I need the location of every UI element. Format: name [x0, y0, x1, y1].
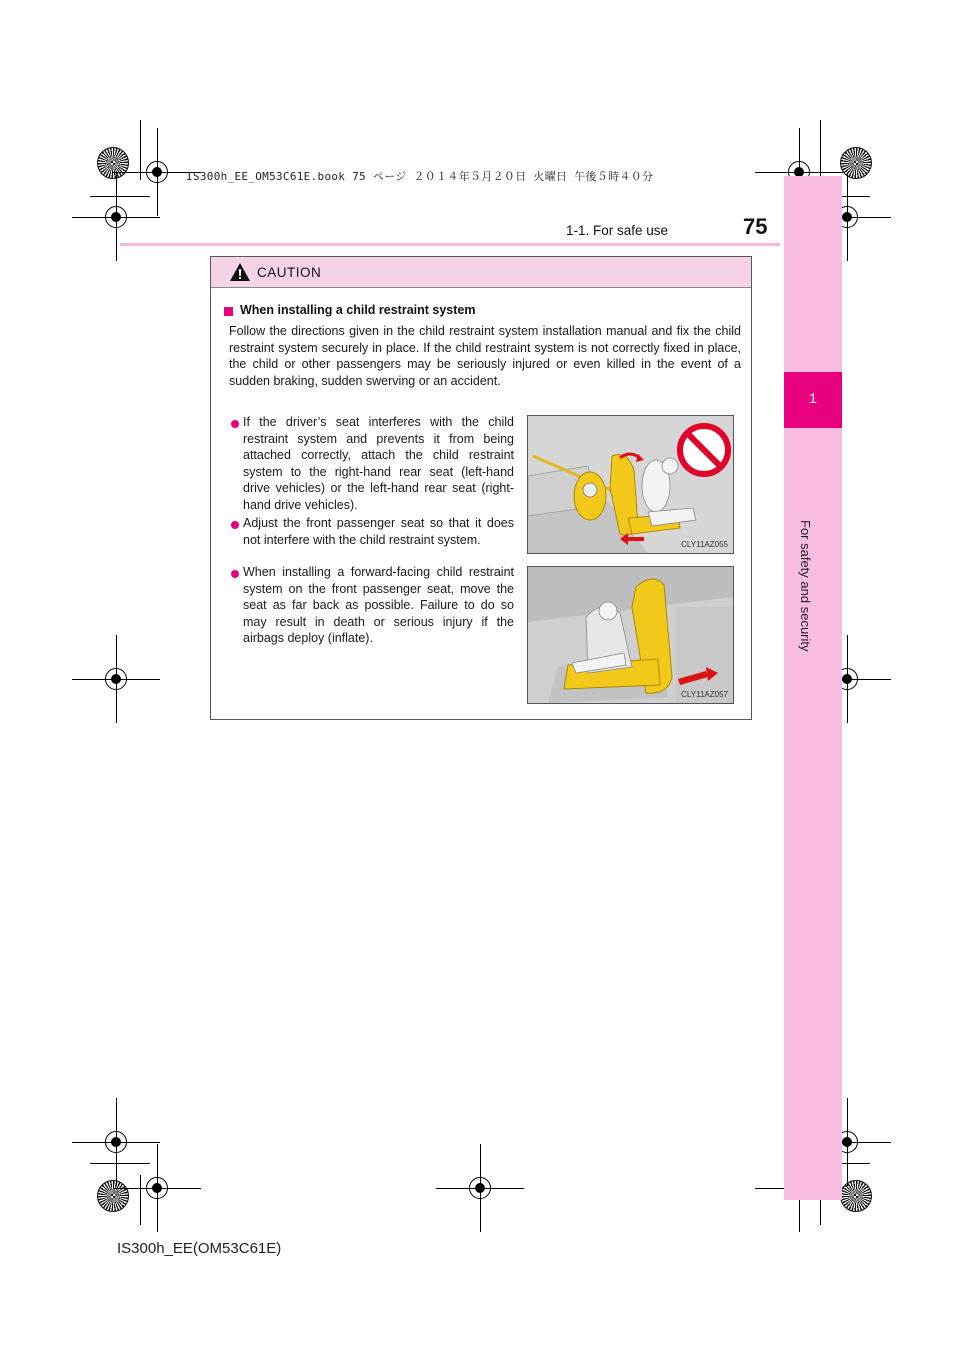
bullet-item: If the driver’s seat interferes with the child restraint system and prevents it from being attached correctly, attach the child restraint system to the right-hand rear seat (left-hand drive vehicles) or the left-hand rear seat (right-hand drive vehicles). [243, 415, 514, 512]
figure-code: CLY11AZ057 [681, 690, 728, 699]
bullet-dot-icon [231, 420, 239, 428]
warning-triangle-icon [229, 262, 251, 282]
caution-heading: CAUTION [257, 265, 322, 280]
crop-line [820, 120, 821, 180]
print-info-line: IS300h_EE_OM53C61E.book 75 ページ ２０１４年５月２０日 火曜日 午後５時４０分 [186, 170, 654, 183]
print-starburst-top-left [97, 147, 129, 179]
registration-mark [116, 679, 117, 680]
figure-seat-interference [527, 415, 734, 554]
bullet-item: Adjust the front passenger seat so that it does not interfere with the child restraint system. [243, 516, 514, 547]
caution-box [210, 256, 752, 720]
crop-line [90, 196, 150, 197]
registration-mark [847, 217, 848, 218]
registration-mark [116, 217, 117, 218]
print-starburst-bottom-right [840, 1180, 872, 1212]
caution-header [211, 257, 751, 288]
registration-mark [847, 679, 848, 680]
chapter-label: For safety and security [798, 520, 813, 652]
bullet-item: When installing a forward-facing child restraint system on the front passenger seat, move the seat as far back as possible. Failure to do so may result in death or serious injury if the airbags deploy (inflate). [243, 565, 514, 645]
crop-line [140, 120, 141, 180]
figure-forward-facing [527, 566, 734, 704]
crop-line [90, 1163, 150, 1164]
chapter-side-strip [784, 176, 842, 1200]
model-code: IS300h_EE(OM53C61E) [117, 1240, 282, 1257]
seat-interference-illustration [528, 416, 733, 553]
registration-mark [157, 1188, 158, 1189]
chapter-number: 1 [809, 390, 817, 406]
bullet-dot-icon [231, 521, 239, 529]
crop-line [140, 1175, 141, 1225]
print-starburst-bottom-left [97, 1180, 129, 1212]
registration-mark [157, 172, 158, 173]
registration-mark [480, 1188, 481, 1189]
square-bullet-icon [224, 307, 233, 316]
caution-section-title: When installing a child restraint system [240, 303, 476, 317]
forward-facing-seat-illustration [528, 567, 733, 703]
caution-paragraph: Follow the directions given in the child restraint system installation manual and fix the child restraint system securely in place. If the child restraint system is not correctly fixed in place, the child or other passengers may be seriously injured or even killed in the event of a sudden braking, sudden swerving or an accident. [229, 324, 741, 388]
figure-code: CLY11AZ055 [681, 540, 728, 549]
registration-mark [847, 1142, 848, 1143]
registration-mark [116, 1142, 117, 1143]
registration-mark [799, 172, 800, 173]
page-number: 75 [743, 214, 768, 239]
print-starburst-top-right [840, 147, 872, 179]
section-header-title: 1-1. For safe use [566, 223, 669, 238]
header-rule [120, 243, 780, 246]
bullet-dot-icon [231, 570, 239, 578]
